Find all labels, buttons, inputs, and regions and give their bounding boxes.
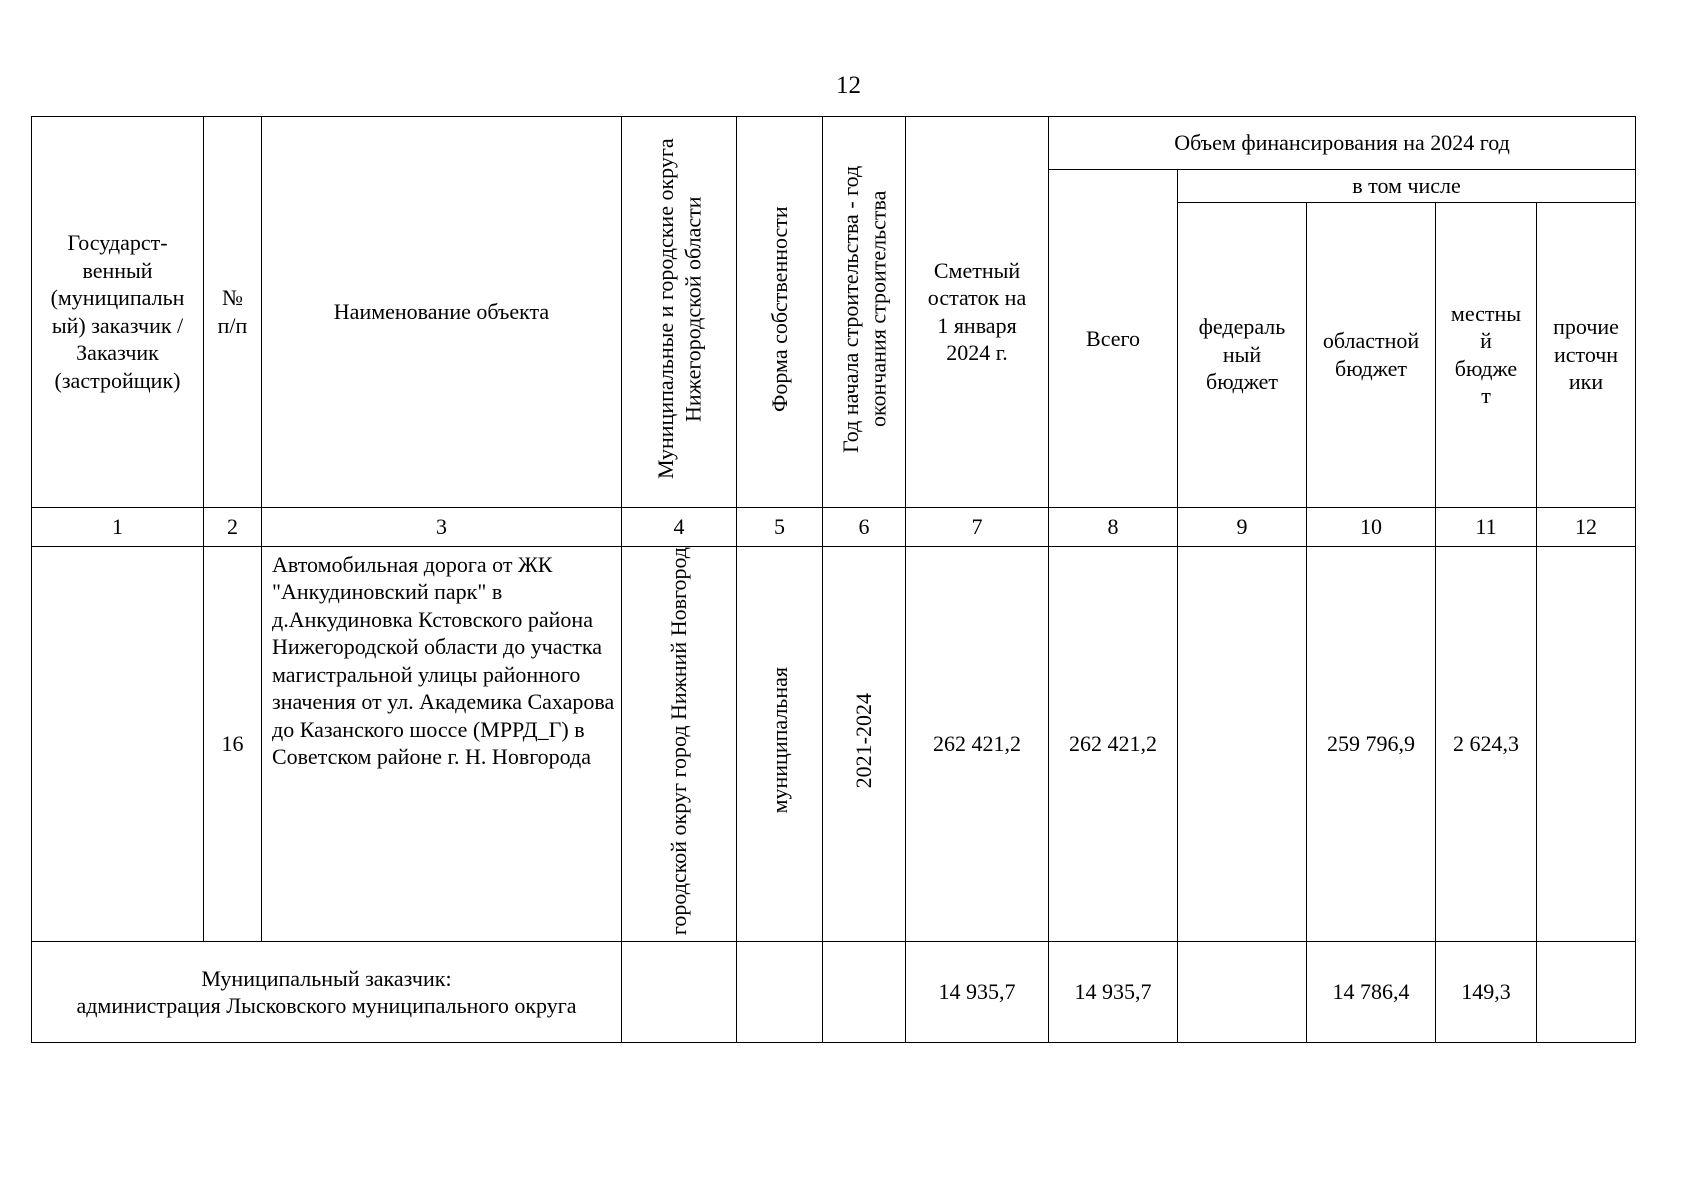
header-municipality: Муниципальные и городские округа Нижегородской области <box>622 117 737 508</box>
cell-regional: 259 796,9 <box>1307 546 1436 942</box>
cell-object-name: Автомобильная дорога от ЖК "Анкудиновский парк" в д.Анкудиновка Кстовского района Нижегородской области до участка магистральной улицы районного значения от ул. Академика Сахарова до Казанского шоссе (МРРД_Г) в Советском районе г. Н. Новгорода <box>262 546 622 942</box>
summary-other <box>1537 942 1636 1043</box>
summary-row <box>32 942 1636 1043</box>
cell-no: 16 <box>204 546 262 942</box>
header-years: Год начала строительства - год окончания строительства <box>823 117 906 508</box>
summary-regional: 14 786,4 <box>1307 942 1436 1043</box>
header-ownership: Форма собственности <box>737 117 823 508</box>
cell-customer <box>32 546 204 942</box>
column-number: 10 <box>1307 507 1436 546</box>
summary-municipality <box>622 942 737 1043</box>
header-object-name: Наименование объекта <box>262 117 622 508</box>
header-financing-group: Объем финансирования на 2024 год <box>1049 117 1636 170</box>
table-row <box>32 546 1636 942</box>
header-regional: областной бюджет <box>1307 202 1436 507</box>
summary-federal <box>1178 942 1307 1043</box>
cell-total: 262 421,2 <box>1049 546 1178 942</box>
header-estimate: Сметный остаток на 1 января 2024 г. <box>906 117 1049 508</box>
cell-estimate: 262 421,2 <box>906 546 1049 942</box>
cell-municipality: городской округ город Нижний Новгород <box>622 546 737 942</box>
investment-table <box>31 116 1636 1043</box>
header-federal: федераль ный бюджет <box>1178 202 1307 507</box>
cell-federal <box>1178 546 1307 942</box>
header-customer: Государст- венный (муниципальн ый) заказчик / Заказчик (застройщик) <box>32 117 204 508</box>
summary-ownership <box>737 942 823 1043</box>
column-number: 9 <box>1178 507 1307 546</box>
column-number: 11 <box>1436 507 1537 546</box>
summary-local: 149,3 <box>1436 942 1537 1043</box>
header-no: № п/п <box>204 117 262 508</box>
header-local: местны й бюдже т <box>1436 202 1537 507</box>
column-number: 4 <box>622 507 737 546</box>
header-other: прочие источн ики <box>1537 202 1636 507</box>
column-number: 2 <box>204 507 262 546</box>
header-including: в том числе <box>1178 170 1636 203</box>
column-number: 3 <box>262 507 622 546</box>
cell-ownership: муниципальная <box>737 546 823 942</box>
page-number: 12 <box>836 72 861 99</box>
summary-estimate: 14 935,7 <box>906 942 1049 1043</box>
summary-years <box>823 942 906 1043</box>
column-number: 12 <box>1537 507 1636 546</box>
column-number: 6 <box>823 507 906 546</box>
summary-label: Муниципальный заказчик: администрация Лысковского муниципального округа <box>32 942 622 1043</box>
column-number: 1 <box>32 507 204 546</box>
column-number: 8 <box>1049 507 1178 546</box>
cell-other <box>1537 546 1636 942</box>
cell-local: 2 624,3 <box>1436 546 1537 942</box>
column-number: 5 <box>737 507 823 546</box>
header-total: Всего <box>1049 170 1178 508</box>
summary-total: 14 935,7 <box>1049 942 1178 1043</box>
cell-years: 2021-2024 <box>823 546 906 942</box>
column-number-row <box>32 507 1636 546</box>
column-number: 7 <box>906 507 1049 546</box>
